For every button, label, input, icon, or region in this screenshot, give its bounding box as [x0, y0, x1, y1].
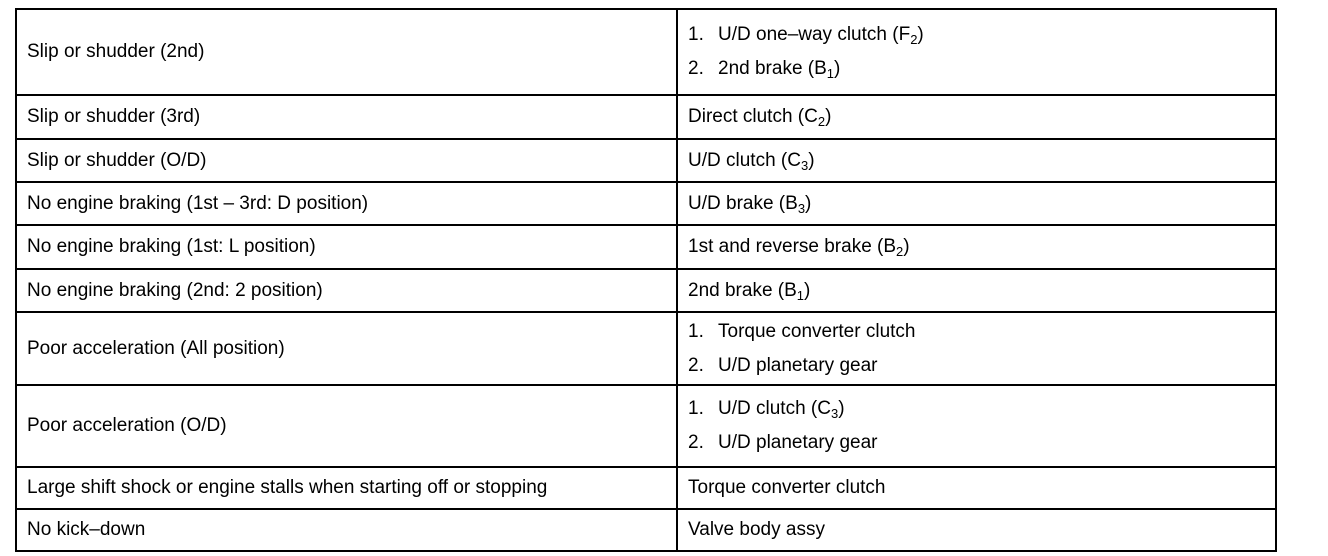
cause-text: 2nd brake (B — [688, 279, 797, 301]
cause-text-tail: ) — [903, 236, 910, 257]
cause-text-tail: ) — [805, 192, 812, 214]
cause-text: Torque converter clutch — [688, 477, 886, 498]
symptom-cell: No engine braking (2nd: 2 position) — [16, 269, 677, 312]
cause-cell — [677, 385, 1276, 467]
cause-text-tail: ) — [804, 279, 811, 301]
table-row — [16, 467, 1276, 509]
cause-cell — [677, 225, 1276, 269]
symptom-cell: Slip or shudder (O/D) — [16, 139, 677, 182]
cause-item — [688, 349, 1265, 383]
table-row — [16, 312, 1276, 385]
item-number: 2. — [688, 432, 704, 453]
cause-text: U/D clutch (C — [718, 398, 831, 419]
table-row — [16, 182, 1276, 225]
cause-cell — [677, 509, 1276, 551]
subscript: 3 — [797, 200, 806, 216]
cause-text: Torque converter clutch — [718, 320, 916, 342]
cause-text-tail: ) — [834, 58, 841, 79]
cause-cell — [677, 312, 1276, 385]
cause-text: U/D planetary gear — [718, 432, 878, 453]
table-row — [16, 95, 1276, 139]
subscript: 2 — [896, 244, 904, 259]
cause-item — [688, 426, 1265, 460]
symptom-cell: No kick–down — [16, 509, 677, 551]
cause-cell — [677, 269, 1276, 312]
table-row — [16, 269, 1276, 312]
cause-text-tail: ) — [825, 106, 832, 127]
symptom-cell: Slip or shudder (2nd) — [16, 9, 677, 95]
table-row — [16, 9, 1276, 95]
table-row — [16, 385, 1276, 467]
symptom-cell: No engine braking (1st – 3rd: D position) — [16, 182, 677, 225]
cause-item — [688, 392, 1265, 426]
cause-text: 1st and reverse brake (B — [688, 236, 897, 257]
cause-text: Valve body assy — [688, 519, 825, 540]
cause-cell — [677, 182, 1276, 225]
cause-list — [688, 315, 1265, 383]
cause-text: U/D one–way clutch (F — [718, 24, 911, 45]
cause-text: U/D planetary gear — [718, 354, 878, 376]
symptom-cell: Poor acceleration (O/D) — [16, 385, 677, 467]
cause-text: 2nd brake (B — [718, 58, 827, 79]
subscript: 3 — [830, 406, 839, 421]
symptom-cause-table — [15, 8, 1277, 552]
symptom-cell: No engine braking (1st: L position) — [16, 225, 677, 269]
cause-text: U/D clutch (C — [688, 149, 801, 171]
cause-text: U/D brake (B — [688, 192, 798, 214]
symptom-cell: Slip or shudder (3rd) — [16, 95, 677, 139]
subscript: 2 — [817, 114, 826, 129]
cause-cell — [677, 95, 1276, 139]
table-row — [16, 509, 1276, 551]
table-row — [16, 225, 1276, 269]
symptom-cell: Poor acceleration (All position) — [16, 312, 677, 385]
cause-list — [688, 392, 1265, 460]
cause-text-tail: ) — [838, 398, 845, 419]
item-number: 2. — [688, 58, 704, 79]
symptom-cell: Large shift shock or engine stalls when starting off or stopping — [16, 467, 677, 509]
item-number: 1. — [688, 24, 704, 45]
table-row — [16, 139, 1276, 182]
subscript: 1 — [826, 66, 835, 81]
cause-text-tail: ) — [917, 24, 924, 45]
subscript: 2 — [910, 32, 918, 47]
item-number: 1. — [688, 398, 704, 419]
subscript: 1 — [796, 287, 805, 303]
item-number: 1. — [688, 320, 704, 342]
cause-text-tail: ) — [808, 149, 815, 171]
cause-text: Direct clutch (C — [688, 106, 818, 127]
subscript: 3 — [800, 157, 809, 173]
cause-list — [688, 18, 1265, 86]
cause-item — [688, 315, 1265, 349]
item-number: 2. — [688, 354, 704, 376]
cause-item — [688, 52, 1265, 86]
cause-item — [688, 18, 1265, 52]
cause-cell — [677, 467, 1276, 509]
cause-cell — [677, 139, 1276, 182]
cause-cell — [677, 9, 1276, 95]
